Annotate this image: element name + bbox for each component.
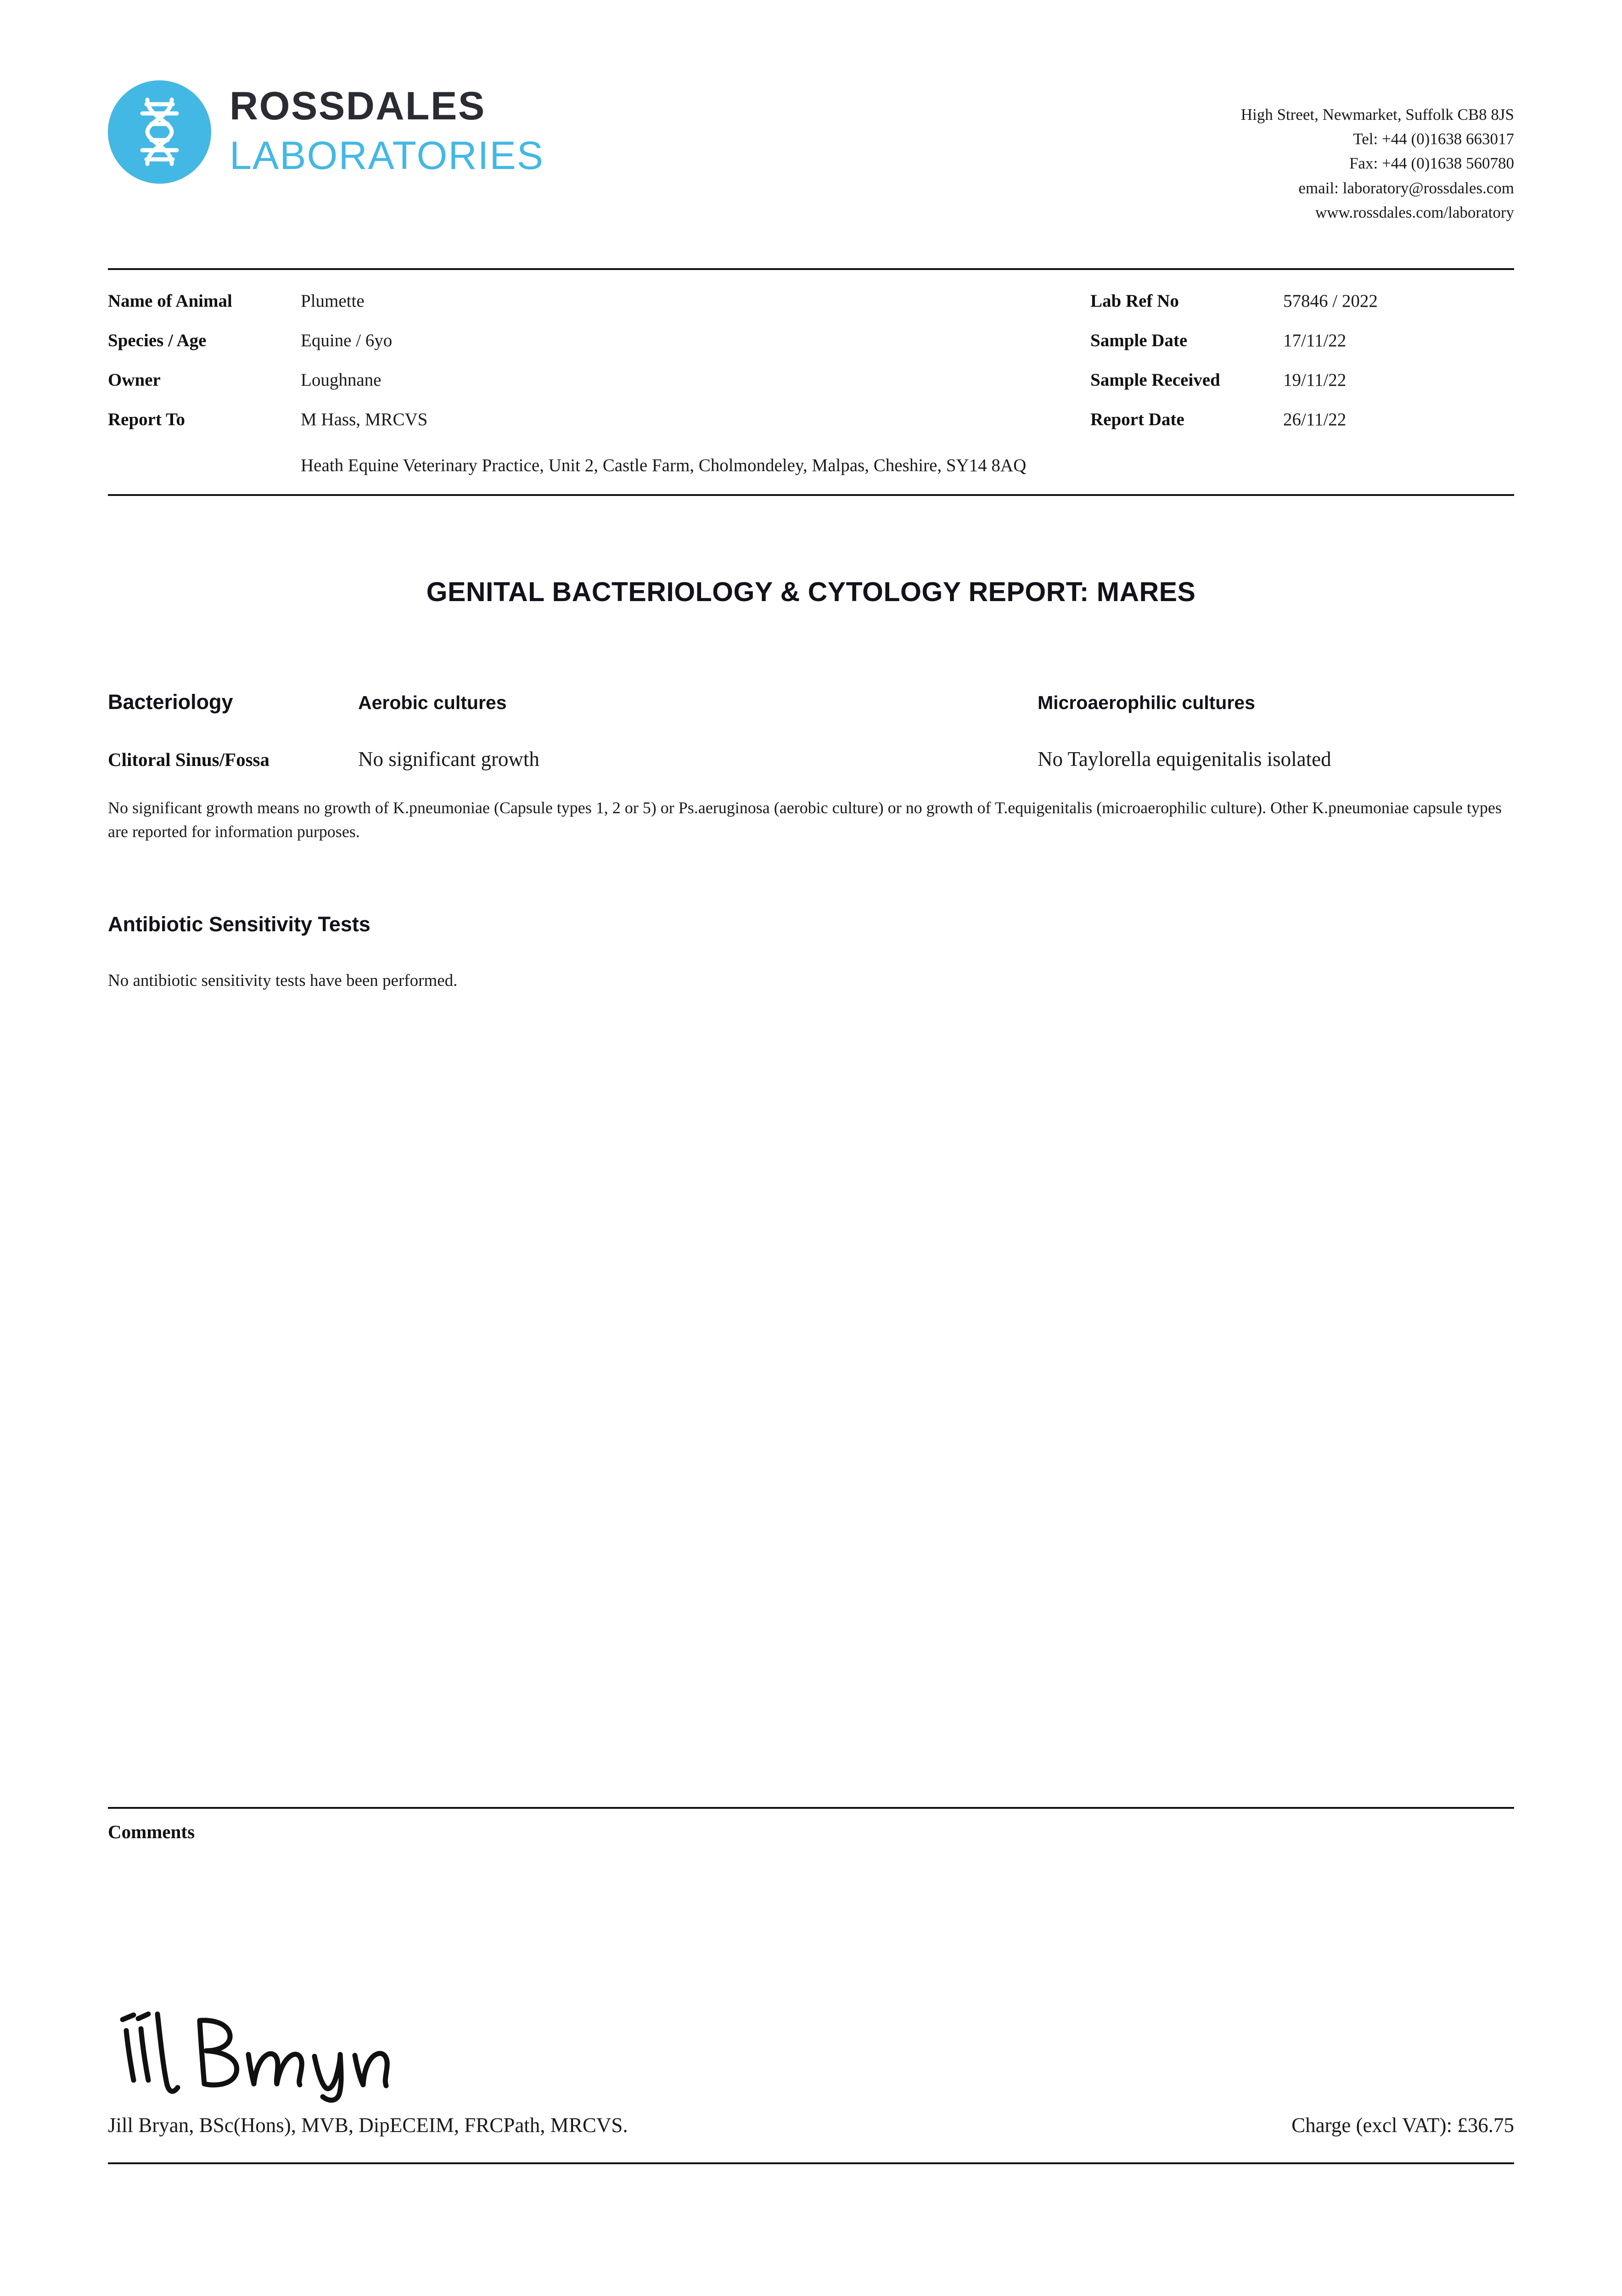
meta-value: Loughnane	[301, 370, 382, 390]
signature-jill-bryan	[112, 2007, 1514, 2103]
meta-label: Species / Age	[108, 330, 207, 350]
document-header	[108, 0, 1514, 225]
contact-tel: Tel: +44 (0)1638 663017	[1353, 130, 1514, 148]
contact-address: High Street, Newmarket, Suffolk CB8 8JS	[1240, 106, 1514, 124]
comments-section	[108, 1807, 1514, 1843]
bacteriology-footnote: No significant growth means no growth of K.pneumoniae (Capsule types 1, 2 or 5) or Ps.aeruginosa (aerobic culture) or no growth of T.equigenitalis (microaerophilic culture). Other K.pneumoniae capsule types are reported for information purposes.	[108, 798, 1502, 841]
comments-divider	[108, 1807, 1514, 1809]
page-title: GENITAL BACTERIOLOGY & CYTOLOGY REPORT: MARES	[426, 576, 1196, 607]
antibiotic-section-text: No antibiotic sensitivity tests have been performed.	[108, 971, 458, 990]
brand-text	[230, 86, 544, 178]
table-row	[108, 747, 1514, 771]
meta-column-left	[108, 291, 1090, 449]
meta-row-sample-date	[1090, 330, 1514, 370]
bacteriology-header-row	[108, 690, 1514, 714]
signature-section	[108, 2007, 1514, 2164]
brand-lockup	[108, 80, 544, 184]
antibiotic-section-title: Antibiotic Sensitivity Tests	[108, 912, 370, 936]
meta-value: 17/11/22	[1283, 330, 1347, 350]
column-header-aerobic: Aerobic cultures	[358, 692, 507, 713]
charge-amount: Charge (excl VAT): £36.75	[1291, 2114, 1514, 2137]
meta-row-species-age	[108, 330, 1090, 370]
meta-value: 26/11/22	[1283, 409, 1347, 429]
comments-title: Comments	[108, 1821, 195, 1842]
aerobic-result: No significant growth	[358, 747, 539, 771]
column-header-microaerophilic: Microaerophilic cultures	[1038, 692, 1255, 713]
meta-value: Plumette	[301, 291, 365, 311]
meta-divider	[108, 494, 1514, 496]
meta-row-report-to	[108, 409, 1090, 449]
meta-value: Equine / 6yo	[301, 330, 393, 350]
lab-contact-details	[1241, 80, 1514, 225]
brand-name-secondary: LABORATORIES	[230, 133, 544, 178]
dna-helix-icon	[108, 80, 211, 184]
antibiotic-sensitivity-section	[108, 912, 1514, 990]
microaerophilic-result: No Taylorella equigenitalis isolated	[1038, 747, 1331, 771]
patient-meta-table	[108, 270, 1514, 449]
brand-name-primary: ROSSDALES	[230, 84, 486, 128]
meta-value: M Hass, MRCVS	[301, 409, 428, 429]
signatory-name: Jill Bryan, BSc(Hons), MVB, DipECEIM, FRCPath, MRCVS.	[108, 2114, 628, 2137]
meta-label: Report Date	[1090, 409, 1184, 429]
signature-line	[108, 2113, 1514, 2137]
meta-row-report-date	[1090, 409, 1514, 449]
bacteriology-section	[108, 690, 1514, 844]
meta-label: Sample Date	[1090, 330, 1188, 350]
practice-address: Heath Equine Veterinary Practice, Unit 2, Castle Farm, Cholmondeley, Malpas, Cheshire, SY14 8AQ	[301, 455, 1027, 475]
meta-row-name-of-animal	[108, 291, 1090, 330]
meta-value: 57846 / 2022	[1283, 291, 1378, 311]
meta-row-sample-received	[1090, 370, 1514, 409]
meta-label: Name of Animal	[108, 291, 232, 311]
contact-fax: Fax: +44 (0)1638 560780	[1349, 154, 1514, 173]
meta-label: Report To	[108, 409, 185, 429]
bacteriology-section-title: Bacteriology	[108, 690, 233, 714]
meta-value: 19/11/22	[1283, 370, 1347, 390]
footer-divider	[108, 2162, 1514, 2164]
meta-label: Owner	[108, 370, 161, 390]
meta-label: Sample Received	[1090, 370, 1220, 390]
contact-email: email: laboratory@rossdales.com	[1298, 179, 1514, 197]
contact-website: www.rossdales.com/laboratory	[1315, 203, 1514, 221]
sample-site-label: Clitoral Sinus/Fossa	[108, 748, 269, 770]
meta-column-right	[1090, 291, 1514, 449]
meta-row-owner	[108, 370, 1090, 409]
meta-row-lab-ref-no	[1090, 291, 1514, 330]
meta-label: Lab Ref No	[1090, 291, 1179, 311]
